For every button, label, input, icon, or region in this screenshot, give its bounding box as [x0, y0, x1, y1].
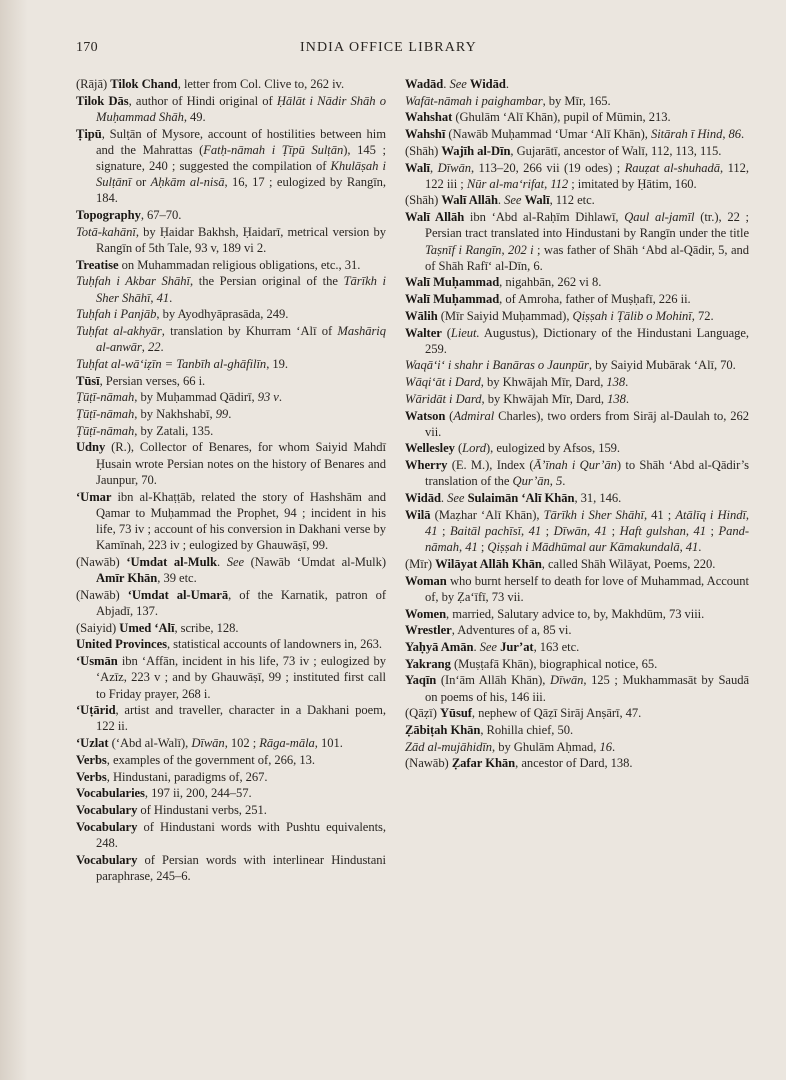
index-entry: Zād al-mujāhidīn, by Ghulām Aḥmad, 16. [405, 739, 616, 754]
index-entry: (Qāẓī) Yūsuf, nephew of Qāẓī Sirāj Anṣārī, 47. [405, 706, 642, 721]
index-entry: Wālih (Mīr Saiyid Muḥammad), Qiṣṣah i Ṭālib o Mohinī, 72. [405, 308, 714, 323]
index-entry: Yaqīn (In‘ām Allāh Khān), Dīwān, 125 ; Mukhammasāt by Saudā on poems of his, 146 iii. [405, 673, 749, 704]
index-entry: Yaḥyā Amān. See Jur’at, 163 etc. [405, 639, 580, 654]
index-entry: Waqā‘i‘ i shahr i Banāras o Jaunpūr, by Saiyid Mubārak ‘Alī, 70. [405, 358, 736, 373]
index-entry: Walter (Lieut. Augustus), Dictionary of the Hindustani Language, 259. [405, 325, 749, 356]
index-entry: (Saiyid) Umed ‘Alī, scribe, 128. [76, 620, 239, 635]
index-entry: Ṭūṭī-nāmah, by Zatali, 135. [76, 423, 214, 438]
index-entry: (Shāh) Walī Allāh. See Walī, 112 etc. [405, 193, 595, 208]
page-gutter-shadow [0, 0, 28, 1080]
index-entry: Woman who burnt herself to death for love of Muhammad, Account of, by Ẓa‘īfī, 73 vii. [405, 573, 749, 604]
index-entry: Treatise on Muhammadan religious obligations, etc., 31. [76, 257, 361, 272]
index-entry: Wafāt-nāmah i paighambar, by Mīr, 165. [405, 93, 611, 108]
index-entry: Vocabulary of Hindustani verbs, 251. [76, 802, 267, 817]
index-entry: Walī Allāh ibn ‘Abd al-Raḥīm Dihlawī, Qaul al-jamīl (tr.), 22 ; Persian tract translated into Hindustani by Rangīn under the title Taṣnīf i Rangīn, 202 i ; was father of Shāh ‘Abd al-Qādir, 5, and of Shāh Rafī‘ al-Dīn, 6. [405, 210, 749, 273]
index-entry: Totā-kahānī, by Ḥaidar Bakhsh, Ḥaidarī, metrical version by Rangīn of 5th Tale, 93 v, 189 vi 2. [76, 224, 386, 256]
index-entry: (Rājā) Tilok Chand, letter from Col. Clive to, 262 iv. [76, 77, 345, 91]
running-head: INDIA OFFICE LIBRARY [300, 40, 477, 55]
index-entry: Ṭūṭī-nāmah, by Nakhshabī, 99. [76, 407, 232, 422]
index-entry: Wāqi‘āt i Dard, by Khwājah Mīr, Dard, 138. [405, 375, 629, 390]
index-entry: ‘Uṭārid, artist and traveller, character in a Dakhani poem, 122 ii. [76, 703, 386, 734]
index-entry: Tuḥfah i Akbar Shāhī, the Persian original of the Tārīkh i Sher Shāhī, 41. [76, 274, 386, 305]
index-entry: Udny (R.), Collector of Benares, for whom Saiyid Mahdī Ḥusain wrote Persian notes on the history of Benares and Jaunpur, 70. [76, 440, 386, 487]
page-number: 170 [76, 40, 98, 55]
index-entry: Wahshī (Nawāb Muḥammad ‘Umar ‘Alī Khān), Sitārah ī Hind, 86. [405, 127, 745, 142]
index-entry: Walī Muḥammad, nigahbān, 262 vi 8. [405, 275, 602, 290]
index-entry: Walī Muḥammad, of Amroha, father of Muṣḥafī, 226 ii. [405, 292, 691, 307]
index-entry: United Provinces, statistical accounts of landowners in, 263. [76, 637, 382, 652]
index-entry: Ṭūṭī-nāmah, by Muḥammad Qādirī, 93 v. [76, 390, 282, 405]
index-column-left [76, 76, 386, 884]
index-entry: Verbs, examples of the government of, 266, 13. [76, 752, 315, 767]
index-entry: (Nawāb) ‘Umdat al-Mulk. See (Nawāb ‘Umdat al-Mulk) Amīr Khān, 39 etc. [76, 554, 386, 586]
index-entry: Walī, Dīwān, 113–20, 266 vii (19 odes) ; Rauẓat al-shuhadā, 112, 122 iii ; Nūr al-ma‘rifat, 112 ; imitated by Ḥātim, 160. [405, 160, 749, 191]
index-entry: Wellesley (Lord), eulogized by Afsos, 159. [405, 441, 621, 456]
index-entry: Tuḥfah i Panjāb, by Ayodhyāprasāda, 249. [76, 307, 289, 322]
index-entry: Verbs, Hindustani, paradigms of, 267. [76, 769, 268, 784]
index-column-right [405, 76, 749, 772]
index-entry: Tuḥfat al-wā‘iẓīn = Tanbīh al-ghāfilīn, 19. [76, 356, 288, 371]
index-entry: Women, married, Salutary advice to, by, Makhdūm, 73 viii. [405, 606, 705, 621]
index-entry: Yakrang (Muṣṭafā Khān), biographical notice, 65. [405, 656, 658, 671]
index-entry: Tuḥfat al-akhyār, translation by Khurram ‘Alī of Mashāriq al-anwār, 22. [76, 324, 386, 355]
index-entry: Vocabulary of Persian words with interlinear Hindustani paraphrase, 245–6. [76, 852, 386, 883]
index-entry: (Shāh) Wajīh al-Dīn, Gujarātī, ancestor of Walī, 112, 113, 115. [405, 143, 722, 158]
index-entry: Ẓābiṭah Khān, Rohilla chief, 50. [405, 722, 574, 737]
index-entry: Tilok Dās, author of Hindi original of Ḥālāt i Nādir Shāh o Muḥammad Shāh, 49. [76, 93, 386, 124]
index-entry: (Mīr) Wilāyat Allāh Khān, called Shāh Wilāyat, Poems, 220. [405, 556, 716, 571]
index-entry: ‘Usmān ibn ‘Affān, incident in his life, 73 iv ; eulogized by ‘Azīz, 223 v ; and by Ghauwāṣī, 99 ; instituted first call to Friday prayer, 268 i. [76, 654, 386, 701]
index-entry: Widād. See Sulaimān ‘Alī Khān, 31, 146. [405, 491, 622, 506]
index-entry: Wāridāt i Dard, by Khwājah Mīr, Dard, 138. [405, 391, 629, 406]
index-entry: Vocabulary of Hindustani words with Pushtu equivalents, 248. [76, 819, 386, 850]
index-entry: Ṭipū, Sulṭān of Mysore, account of hostilities between him and the Mahrattas (Fatḥ-nāmah i Ṭīpū Sulṭān), 145 ; signature, 240 ; suggested the compilation of Khulāṣah i Sulṭānī or Aḥkām al-nisā, 16, 17 ; eulogized by Rangīn, 184. [76, 126, 387, 206]
index-entry: Wherry (E. M.), Index (Ā’īnah i Qur’ān) to Shāh ‘Abd al-Qādir’s translation of the Qur’ān, 5. [405, 458, 750, 489]
index-entry: ‘Uzlat (‘Abd al-Walī), Dīwān, 102 ; Rāga-māla, 101. [76, 736, 343, 751]
index-entry: Wilā (Maẓhar ‘Alī Khān), Tārīkh i Sher Shāhī, 41 ; Atālīq i Hindī, 41 ; Baitāl pachīsī, 41 ; Dīwān, 41 ; Haft gulshan, 41 ; Pand-nāmah, 41 ; Qiṣṣah i Mādhūmal aur Kāmakundalā, 41. [405, 507, 750, 555]
index-entry: ‘Umar ibn al-Khaṭṭāb, related the story of Hashshām and Qamar to Muḥammad the Prophet, 94 ; incident in his life, 73 iv ; account of his conversion in Dakhani verse by Kamīnah, 223 iv ; eulogized by Ghauwāṣī, 99. [76, 489, 386, 553]
index-entry: Topography, 67–70. [76, 208, 182, 223]
index-entry: Vocabularies, 197 ii, 200, 244–57. [76, 786, 252, 801]
index-entry: (Nawāb) ‘Umdat al-Umarā, of the Karnatik, patron of Abjadī, 137. [76, 587, 386, 618]
index-entry: (Nawāb) Ẓafar Khān, ancestor of Dard, 138. [405, 756, 633, 771]
index-entry: Tūsī, Persian verses, 66 i. [76, 373, 206, 388]
page-header [76, 40, 756, 62]
index-entry: Watson (Admiral Charles), two orders from Sirāj al-Daulah to, 262 vii. [405, 408, 749, 439]
index-entry: Wrestler, Adventures of a, 85 vi. [405, 623, 572, 638]
index-entry: Wahshat (Ghulām ‘Alī Khān), pupil of Mūmin, 213. [405, 110, 671, 125]
index-entry: Wadād. See Widād. [405, 77, 509, 91]
